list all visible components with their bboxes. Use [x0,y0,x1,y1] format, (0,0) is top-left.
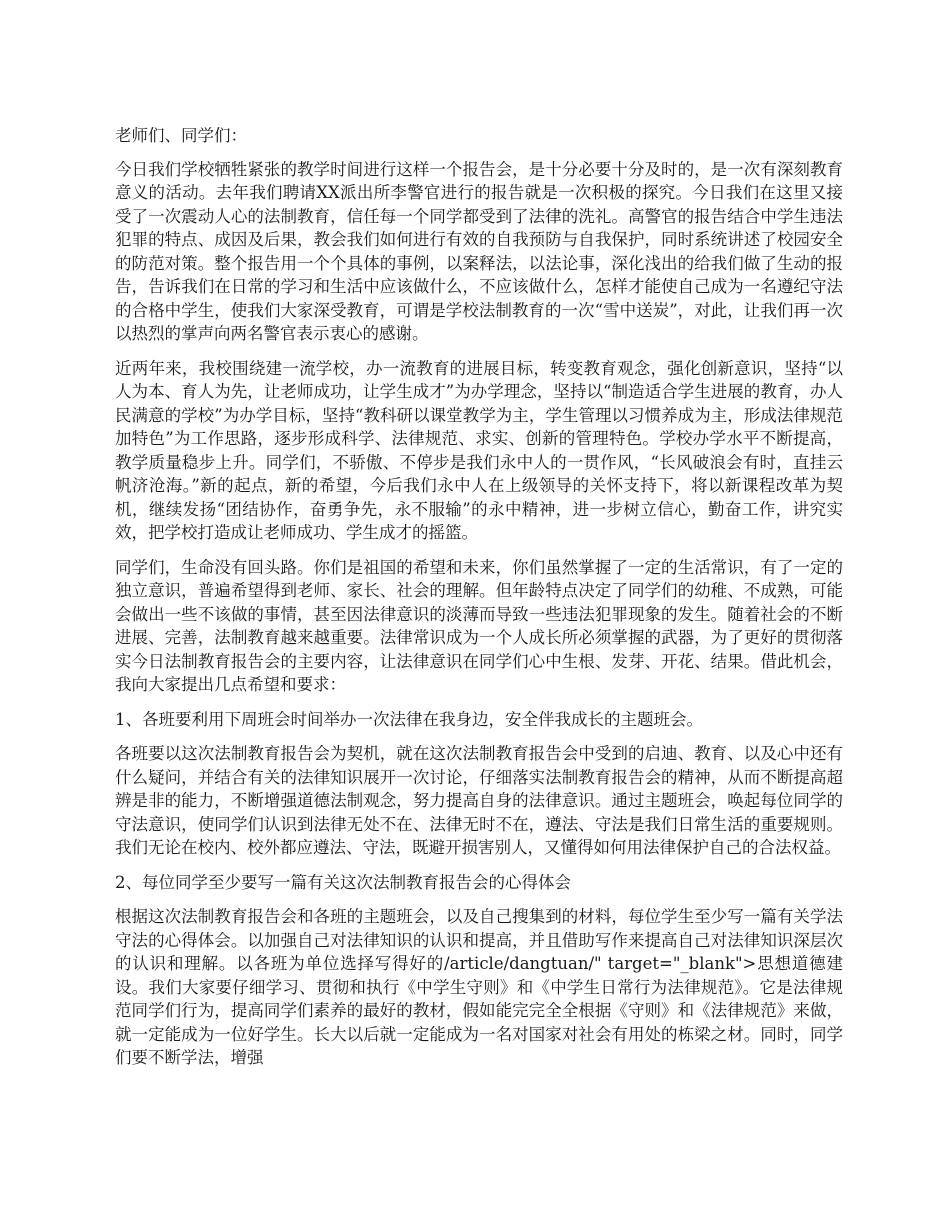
paragraph: 近两年来，我校围绕建一流学校，办一流教育的进展目标，转变教育观念，强化创新意识，坚持“以人为本、育人为先，让老师成功，让学生成才”为办学理念，坚持以“制造适合学生进展的教育，办人民满意的学校”为办学目标，坚持“教科研以课堂教学为主，学生管理以习惯养成为主，形成法律规范加特色”为工作思路，逐步形成科学、法律规范、求实、创新的管理特色。学校办学水平不断提高，教学质量稳步上升。同学们，不骄傲、不停步是我们永中人的一贯作风，“长风破浪会有时，直挂云帆济沧海。”新的起点，新的希望，今后我们永中人在上级领导的关怀支持下，将以新课程改革为契机，继续发扬“团结协作，奋勇争先，永不服输”的永中精神，进一步树立信心，勤奋工作，讲究实效，把学校打造成让老师成功、学生成才的摇篮。 [115,358,843,542]
list-item-heading: 1、各班要利用下周班会时间举办一次法律在我身边，安全伴我成长的主题班会。 [115,709,703,729]
paragraph: 今日我们学校牺牲紧张的教学时间进行这样一个报告会，是十分必要十分及时的，是一次有深刻教育意义的活动。去年我们聘请XX派出所李警官进行的报告就是一次积极的探究。今日我们在这里又接受了一次震动人心的法制教育，信任每一个同学都受到了法律的洗礼。高警官的报告结合中学生违法犯罪的特点、成因及后果，教会我们如何进行有效的自我预防与自我保护，同时系统讲述了校园安全的防范对策。整个报告用一个个具体的事例，以案释法，以法论事，深化浅出的给我们做了生动的报告，告诉我们在日常的学习和生活中应该做什么，不应该做什么，怎样才能使自己成为一名遵纪守法的合格中学生，使我们大家深受教育，可谓是学校法制教育的一次“雪中送炭”，对此，让我们再一次以热烈的掌声向两名警官表示衷心的感谢。 [115,159,843,343]
document-body [115,124,843,1081]
list-item-heading: 2、每位同学至少要写一篇有关这次法制教育报告会的心得体会 [115,872,571,892]
paragraph: 各班要以这次法制教育报告会为契机，就在这次法制教育报告会中受到的启迪、教育、以及心中还有什么疑问，并结合有关的法律知识展开一次讨论，仔细落实法制教育报告会的精神，从而不断提高超辨是非的能力，不断增强道德法制观念，努力提高自身的法律意识。通过主题班会，唤起每位同学的守法意识，使同学们认识到法律无处不在、法律无时不在，遵法、守法是我们日常生活的重要规则。我们无论在校内、校外都应遵法、守法，既避开损害别人，又懂得如何用法律保护自己的合法权益。 [115,744,843,857]
greeting: 老师们、同学们： [115,126,247,145]
paragraph: 同学们，生命没有回头路。你们是祖国的希望和未来，你们虽然掌握了一定的生活常识，有了一定的独立意识，普遍希望得到老师、家长、社会的理解。但年龄特点决定了同学们的幼稚、不成熟，可能会做出一些不该做的事情，甚至因法律意识的淡薄而导致一些违法犯罪现象的发生。随着社会的不断进展、完善，法制教育越来越重要。法律常识成为一个人成长所必须掌握的武器，为了更好的贯彻落实今日法制教育报告会的主要内容，让法律意识在同学们心中生根、发芽、开花、结果。借此机会，我向大家提出几点希望和要求： [115,557,843,694]
paragraph: 根据这次法制教育报告会和各班的主题班会，以及自己搜集到的材料，每位学生至少写一篇有关学法守法的心得体会。以加强自己对法律知识的认识和提高，并且借助写作来提高自己对法律知识深层次的认识和理解。以各班为单位选择写得好的/article/dangtuan/" target="_blank">思想道德建设。我们大家要仔细学习、贯彻和执行《中学生守则》和《中学生日常行为法律规范》。它是法律规范同学们行为，提高同学们素养的最好的教材，假如能完完全全根据《守则》和《法律规范》来做，就一定能成为一位好学生。长大以后就一定能成为一名对国家对社会有用处的栋梁之材。同时，同学们要不断学法，增强 [115,907,843,1067]
